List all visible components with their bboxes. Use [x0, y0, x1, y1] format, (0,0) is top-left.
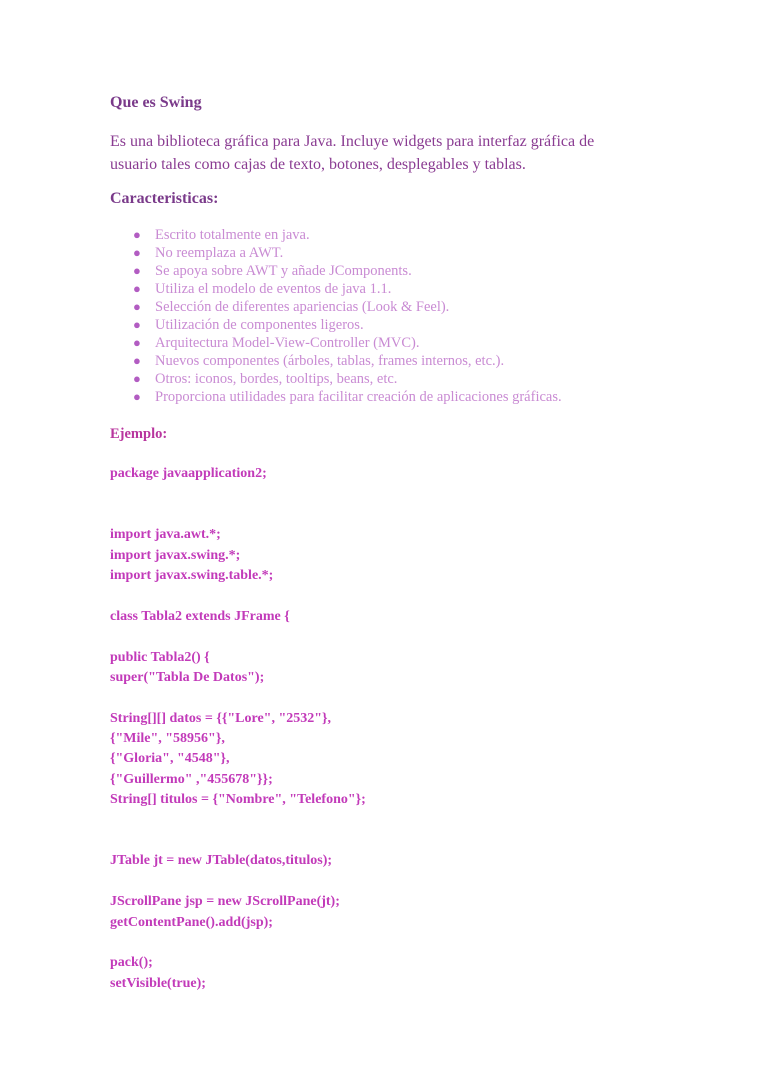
bullet-icon: ● [133, 245, 141, 260]
code-line: String[][] datos = {{"Lore", "2532"}, [110, 710, 332, 726]
code-line: getContentPane().add(jsp); [110, 914, 273, 930]
intro-line: Es una biblioteca gráfica para Java. Incluye widgets para interfaz gráfica de [110, 133, 595, 150]
feature-item [110, 280, 562, 298]
feature-item [110, 352, 562, 370]
bullet-icon: ● [133, 353, 141, 368]
bullet-icon: ● [133, 227, 141, 242]
bullet-icon: ● [133, 389, 141, 404]
code-line: {"Gloria", "4548"}, [110, 751, 230, 767]
feature-item [110, 334, 562, 352]
feature-item [110, 262, 562, 280]
feature-item [110, 244, 562, 262]
feature-item [110, 370, 562, 388]
code-line [110, 688, 366, 708]
feature-item [110, 298, 562, 316]
bullet-icon: ● [133, 299, 141, 314]
feature-text: Proporciona utilidades para facilitar creación de aplicaciones gráficas. [155, 389, 562, 405]
bullet-icon: ● [133, 263, 141, 278]
code-line [110, 872, 366, 892]
code-line: class Tabla2 extends JFrame { [110, 608, 290, 624]
feature-text: No reemplaza a AWT. [155, 245, 284, 261]
feature-text: Arquitectura Model-View-Controller (MVC). [155, 335, 420, 351]
feature-text: Selección de diferentes apariencias (Look & Feel). [155, 299, 450, 315]
feature-item [110, 226, 562, 244]
features-list [110, 226, 562, 406]
code-line [110, 811, 366, 831]
feature-text: Otros: iconos, bordes, tooltips, beans, etc. [155, 371, 398, 387]
code-line: import javax.swing.*; [110, 547, 241, 563]
code-line: import java.awt.*; [110, 527, 221, 543]
code-line: JTable jt = new JTable(datos,titulos); [110, 853, 333, 869]
example-heading: Ejemplo: [110, 426, 168, 442]
page-title: Que es Swing [110, 94, 202, 111]
code-line [110, 627, 366, 647]
feature-text: Utiliza el modelo de eventos de java 1.1. [155, 281, 392, 297]
code-line [110, 505, 366, 525]
code-line: import javax.swing.table.*; [110, 567, 274, 583]
bullet-icon: ● [133, 335, 141, 350]
code-line: setVisible(true); [110, 975, 206, 991]
code-line: package javaapplication2; [110, 466, 267, 481]
code-line: {"Mile", "58956"}, [110, 731, 225, 747]
feature-item [110, 388, 562, 406]
feature-text: Se apoya sobre AWT y añade JComponents. [155, 263, 412, 279]
code-line: {"Guillermo" ,"455678"}}; [110, 771, 273, 787]
code-line: super("Tabla De Datos"); [110, 669, 265, 685]
bullet-icon: ● [133, 371, 141, 386]
code-block [110, 464, 366, 994]
feature-text: Nuevos componentes (árboles, tablas, frames internos, etc.). [155, 353, 505, 369]
code-line [110, 586, 366, 606]
feature-text: Utilización de componentes ligeros. [155, 317, 364, 333]
feature-item [110, 316, 562, 334]
intro-line: usuario tales como cajas de texto, botones, desplegables y tablas. [110, 156, 526, 173]
code-line [110, 484, 366, 504]
bullet-icon: ● [133, 281, 141, 296]
code-line: public Tabla2() { [110, 649, 210, 665]
bullet-icon: ● [133, 317, 141, 332]
code-line [110, 933, 366, 953]
code-line: String[] titulos = {"Nombre", "Telefono"}; [110, 792, 366, 808]
code-line: pack(); [110, 955, 153, 971]
code-line: JScrollPane jsp = new JScrollPane(jt); [110, 894, 340, 910]
features-heading: Caracteristicas: [110, 190, 219, 207]
code-line [110, 831, 366, 851]
feature-text: Escrito totalmente en java. [155, 227, 310, 243]
intro-paragraph [110, 130, 670, 176]
